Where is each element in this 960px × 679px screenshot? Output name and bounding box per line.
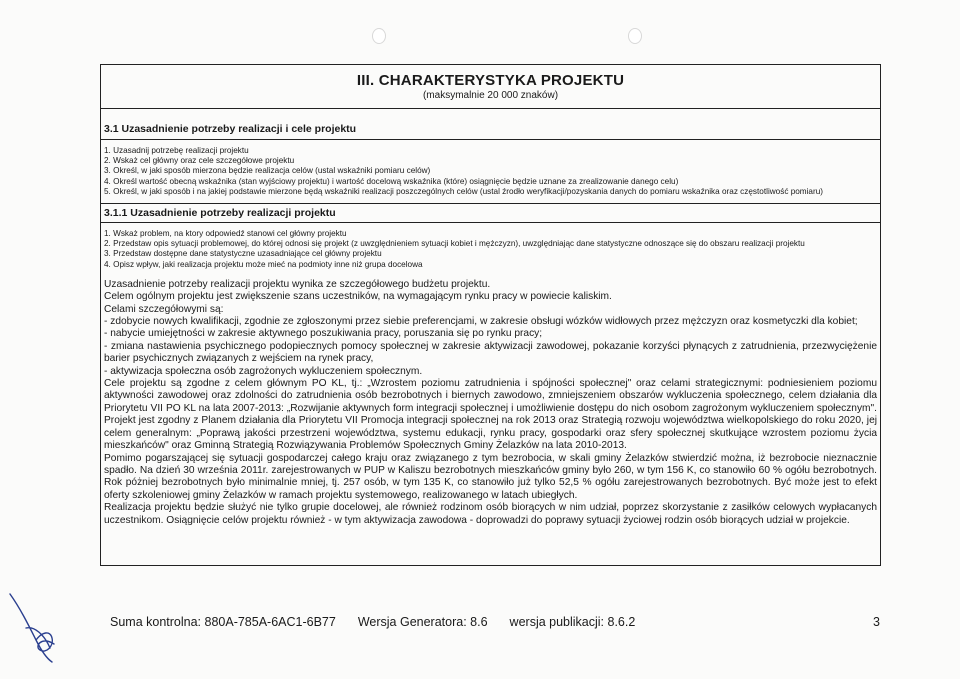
body-paragraph: Cele projektu są zgodne z celem głównym PO KL, tj.: „Wzrostem poziomu zatrudnienia i spójności społecznej" oraz celami strategicznymi: podniesieniem poziomu aktywności zawodowej oraz zdolności do zatrudnienia osób bezrobotnych i biernych zawodowo, zmniejszeniem obszarów wykluczenia społecznego, celem działania dla Priorytetu VII PO KL na lata 2007-2013: „Rozwijanie aktywnych form integracji społecznej i umożliwienie dostępu do nich osobom zagrożonym wykluczeniem społecznym". Projekt jest zgodny z Planem działania dla Priorytetu VII Promocja integracji społecznej na rok 2013 oraz Strategią rozwoju województwa wielkopolskiego do roku 2020, jej celem generalnym: „Poprawą jakości przestrzeni województwa, systemu edukacji, rynku pracy, gospodarki oraz sfery społecznej skutkujące wzrostem poziomu życia mieszkańców" oraz Gminną Strategią Rozwiązywania Problemów Społecznych Gminy Żelazków na lata 2010-2013. [104, 378, 877, 452]
body-paragraph: - zdobycie nowych kwalifikacji, zgodnie ze zgłoszonymi przez siebie preferencjami, w zakresie obsługi wózków widłowych przez mężczyzn oraz kosmetyczki dla kobiet; [104, 316, 858, 328]
document-footer [110, 612, 880, 632]
instruction-item: 5. Określ, w jaki sposób i na jakiej podstawie mierzone będą wskaźniki realizacji poszczególnych celów (ustal źrodło weryfikacji/pozyskania danych do pomiaru wskaźnika oraz częstotliwość pomiaru) [104, 186, 823, 196]
body-paragraph: - nabycie umiejętności w zakresie aktywnego poszukiwania pracy, poruszania się po rynku pracy; [104, 328, 543, 340]
punch-hole-right [628, 28, 642, 44]
instruction-item: 2. Wskaż cel główny oraz cele szczegółowe projektu [104, 156, 295, 166]
page-number: 3 [873, 615, 880, 629]
punch-hole-left [372, 28, 386, 44]
instruction-item: 3. Określ, w jaki sposób mierzona będzie realizacja celów (ustal wskaźniki pomiaru celów) [104, 166, 431, 176]
section-3-1-title: 3.1 Uzasadnienie potrzeby realizacji i cele projektu [101, 109, 880, 140]
instruction-item: 1. Uzasadnij potrzebę realizacji projektu [104, 146, 249, 155]
instruction-item: 4. Opisz wpływ, jaki realizacja projektu może mieć na podmioty inne niż grupa docelowa [104, 259, 423, 269]
section-3-1-1 [101, 203, 880, 527]
justification-text [101, 276, 880, 527]
section-header [101, 65, 880, 109]
section-3-1-instructions [101, 140, 880, 203]
checksum-label: Suma kontrolna: 880A-785A-6AC1-6B77 [110, 615, 336, 629]
body-paragraph: - zmiana nastawienia psychicznego podopiecznych pomocy społecznej w zakresie aktywizacji zawodowej, pokazanie korzyści płynących z zatrudnienia, przezwyciężenie barier psychicznych związanych z wejściem na rynek pracy, [104, 340, 877, 365]
body-paragraph: Celem ogólnym projektu jest zwiększenie szans uczestników, na wymagającym rynku pracy w powiecie kaliskim. [104, 291, 612, 303]
body-paragraph: Pomimo pogarszającej się sytuacji gospodarczej całego kraju oraz związanego z tym bezrobocia, w skali gminy Żelazków stwierdzić można, iż bezrobocie nieznacznie spadło. Na dzień 30 września 2011r. zarejestrowanych w PUP w Kaliszu bezrobotnych mieszkańców gminy było 260, w tym 156 K, co stanowiło 60 % ogółu bezrobotnych. Rok póżniej bezrobotnych było minimalnie mniej, tj. 257 osób, w tym 135 K, co stanowiło już tylko 52,5 % ogółu zarejestrowanych bezrobotnych. Być może jest to efekt oferty szkoleniowej gminy Żelazków w ramach projektu systemowego, realizowanego w latach ubiegłych. [104, 452, 877, 501]
project-characteristics-box [100, 64, 881, 566]
body-paragraph: Celami szczegółowymi są: [104, 303, 224, 315]
instruction-item: 4. Określ wartość obecną wskaźnika (stan wyjściowy projektu) i wartość docelową wskaźnika (które) osiągnięcie będzie uznane za zrealizowanie danego celu) [104, 176, 679, 186]
publication-version: wersja publikacji: 8.6.2 [509, 615, 636, 629]
instruction-item: 3. Przedstaw dostępne dane statystyczne uzasadniające cel główny projektu [104, 249, 382, 259]
body-paragraph: Uzasadnienie potrzeby realizacji projektu wynika ze szczegółowego budżetu projektu. [104, 278, 491, 290]
instruction-item: 1. Wskaż problem, na ktory odpowiedź stanowi cel główny projektu [104, 229, 347, 239]
body-paragraph: - aktywizacja społeczna osób zagrożonych wykluczeniem społecznym. [104, 365, 423, 377]
body-paragraph: Realizacja projektu będzie służyć nie tylko grupie docelowej, ale również rodzinom osób biorących w nim udział, poprzez skorzystanie z zasiłków celowych wypłacanych uczestnikom. Osiągnięcie celów projektu również - w tym aktywizacja zawodowa - doprowadzi do poprawy sytuacji życiowej rodzin osób biorących udział w projekcie. [104, 502, 877, 526]
page-subtitle: (maksymalnie 20 000 znaków) [422, 90, 559, 101]
section-3-1-1-title: 3.1.1 Uzasadnienie potrzeby realizacji projektu [101, 204, 880, 223]
section-3-1-1-instructions [101, 223, 880, 276]
instruction-item: 2. Przedstaw opis sytuacji problemowej, do której odnosi się projekt (z uwzględnieniem sytuacji kobiet i mężczyzn), uwzględniając dane statystyczne odnoszące się do obszaru realizacji projektu [104, 239, 805, 249]
handwritten-signature [6, 588, 66, 668]
page-title: III. CHARAKTERYSTYKA PROJEKTU [356, 72, 625, 89]
generator-version: Wersja Generatora: 8.6 [357, 615, 488, 629]
